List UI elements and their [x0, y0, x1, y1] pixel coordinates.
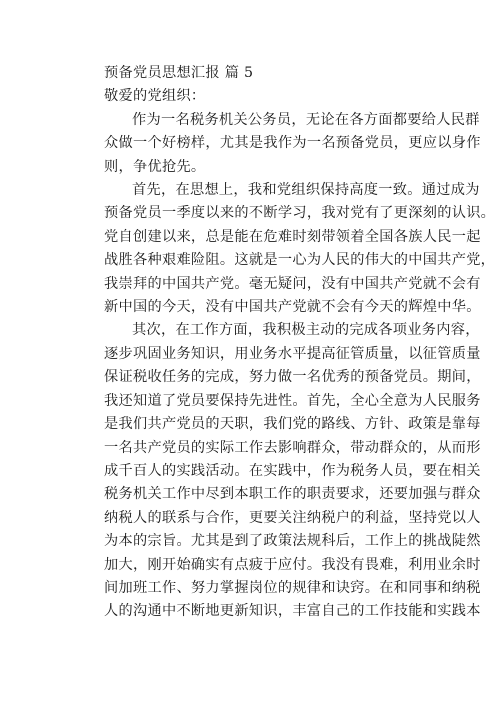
document-title: 预备党员思想汇报 篇 5 — [104, 65, 254, 81]
paragraph-line: 纳税人的联系与合作，更要关注纳税户的利益，坚持党以人 — [104, 509, 481, 526]
paragraph-line: 首先，在思想上，我和党组织保持高度一致。通过成为 — [132, 182, 480, 199]
paragraph-line: 间加班工作、努力掌握岗位的规律和诀窍。在和同事和纳税 — [104, 579, 481, 596]
paragraph-line: 其次，在工作方面，我积极主动的完成各项业务内容， — [132, 322, 480, 339]
paragraph-line: 一名共产党员的实际工作去影响群众，带动群众的，从而形 — [104, 439, 481, 456]
paragraph-line: 我崇拜的中国共产党。毫无疑问，没有中国共产党就不会有 — [104, 275, 481, 292]
paragraph-line: 战胜各种艰难险阻。这就是一心为人民的伟大的中国共产党， — [104, 252, 496, 269]
paragraph-line: 逐步巩固业务知识，用业务水平提高征管质量，以征管质量 — [104, 345, 481, 362]
paragraph-line: 为本的宗旨。尤其是到了政策法规科后，工作上的挑战陡然 — [104, 533, 481, 550]
paragraph-line: 成千百人的实践活动。在实践中，作为税务人员，要在相关 — [104, 462, 481, 479]
document-body — [104, 62, 496, 624]
paragraph-line: 我还知道了党员要保持先进性。首先，全心全意为人民服务 — [104, 392, 481, 409]
paragraph-line: 人的沟通中不断地更新知识，丰富自己的工作技能和实践本 — [104, 603, 481, 620]
paragraph-line: 是我们共产党员的天职，我们党的路线、方针、政策是靠每 — [104, 416, 481, 433]
paragraph-1 — [104, 109, 481, 179]
salutation: 敬爱的党组织： — [104, 88, 206, 105]
paragraph-line: 党自创建以来，总是能在危难时刻带领着全国各族人民一起 — [104, 228, 481, 245]
paragraph-line: 税务机关工作中尽到本职工作的职责要求，还要加强与群众 — [104, 486, 481, 503]
paragraph-line: 则，争优抢先。 — [104, 158, 206, 175]
paragraph-2 — [104, 179, 496, 319]
paragraph-line: 众做一个好榜样，尤其是我作为一名预备党员，更应以身作 — [104, 135, 481, 152]
paragraph-line: 作为一名税务机关公务员，无论在各方面都要给人民群 — [132, 111, 480, 128]
paragraph-line: 保证税收任务的完成，努力做一名优秀的预备党员。期间， — [104, 369, 481, 386]
paragraph-line: 预备党员一季度以来的不断学习，我对党有了更深刻的认识。 — [104, 205, 496, 222]
paragraph-line: 加大，刚开始确实有点疲于应付。我没有畏难，利用业余时 — [104, 556, 481, 573]
paragraph-line: 新中国的今天，没有中国共产党就不会有今天的辉煌中华。 — [104, 299, 481, 316]
paragraph-3 — [104, 319, 481, 623]
